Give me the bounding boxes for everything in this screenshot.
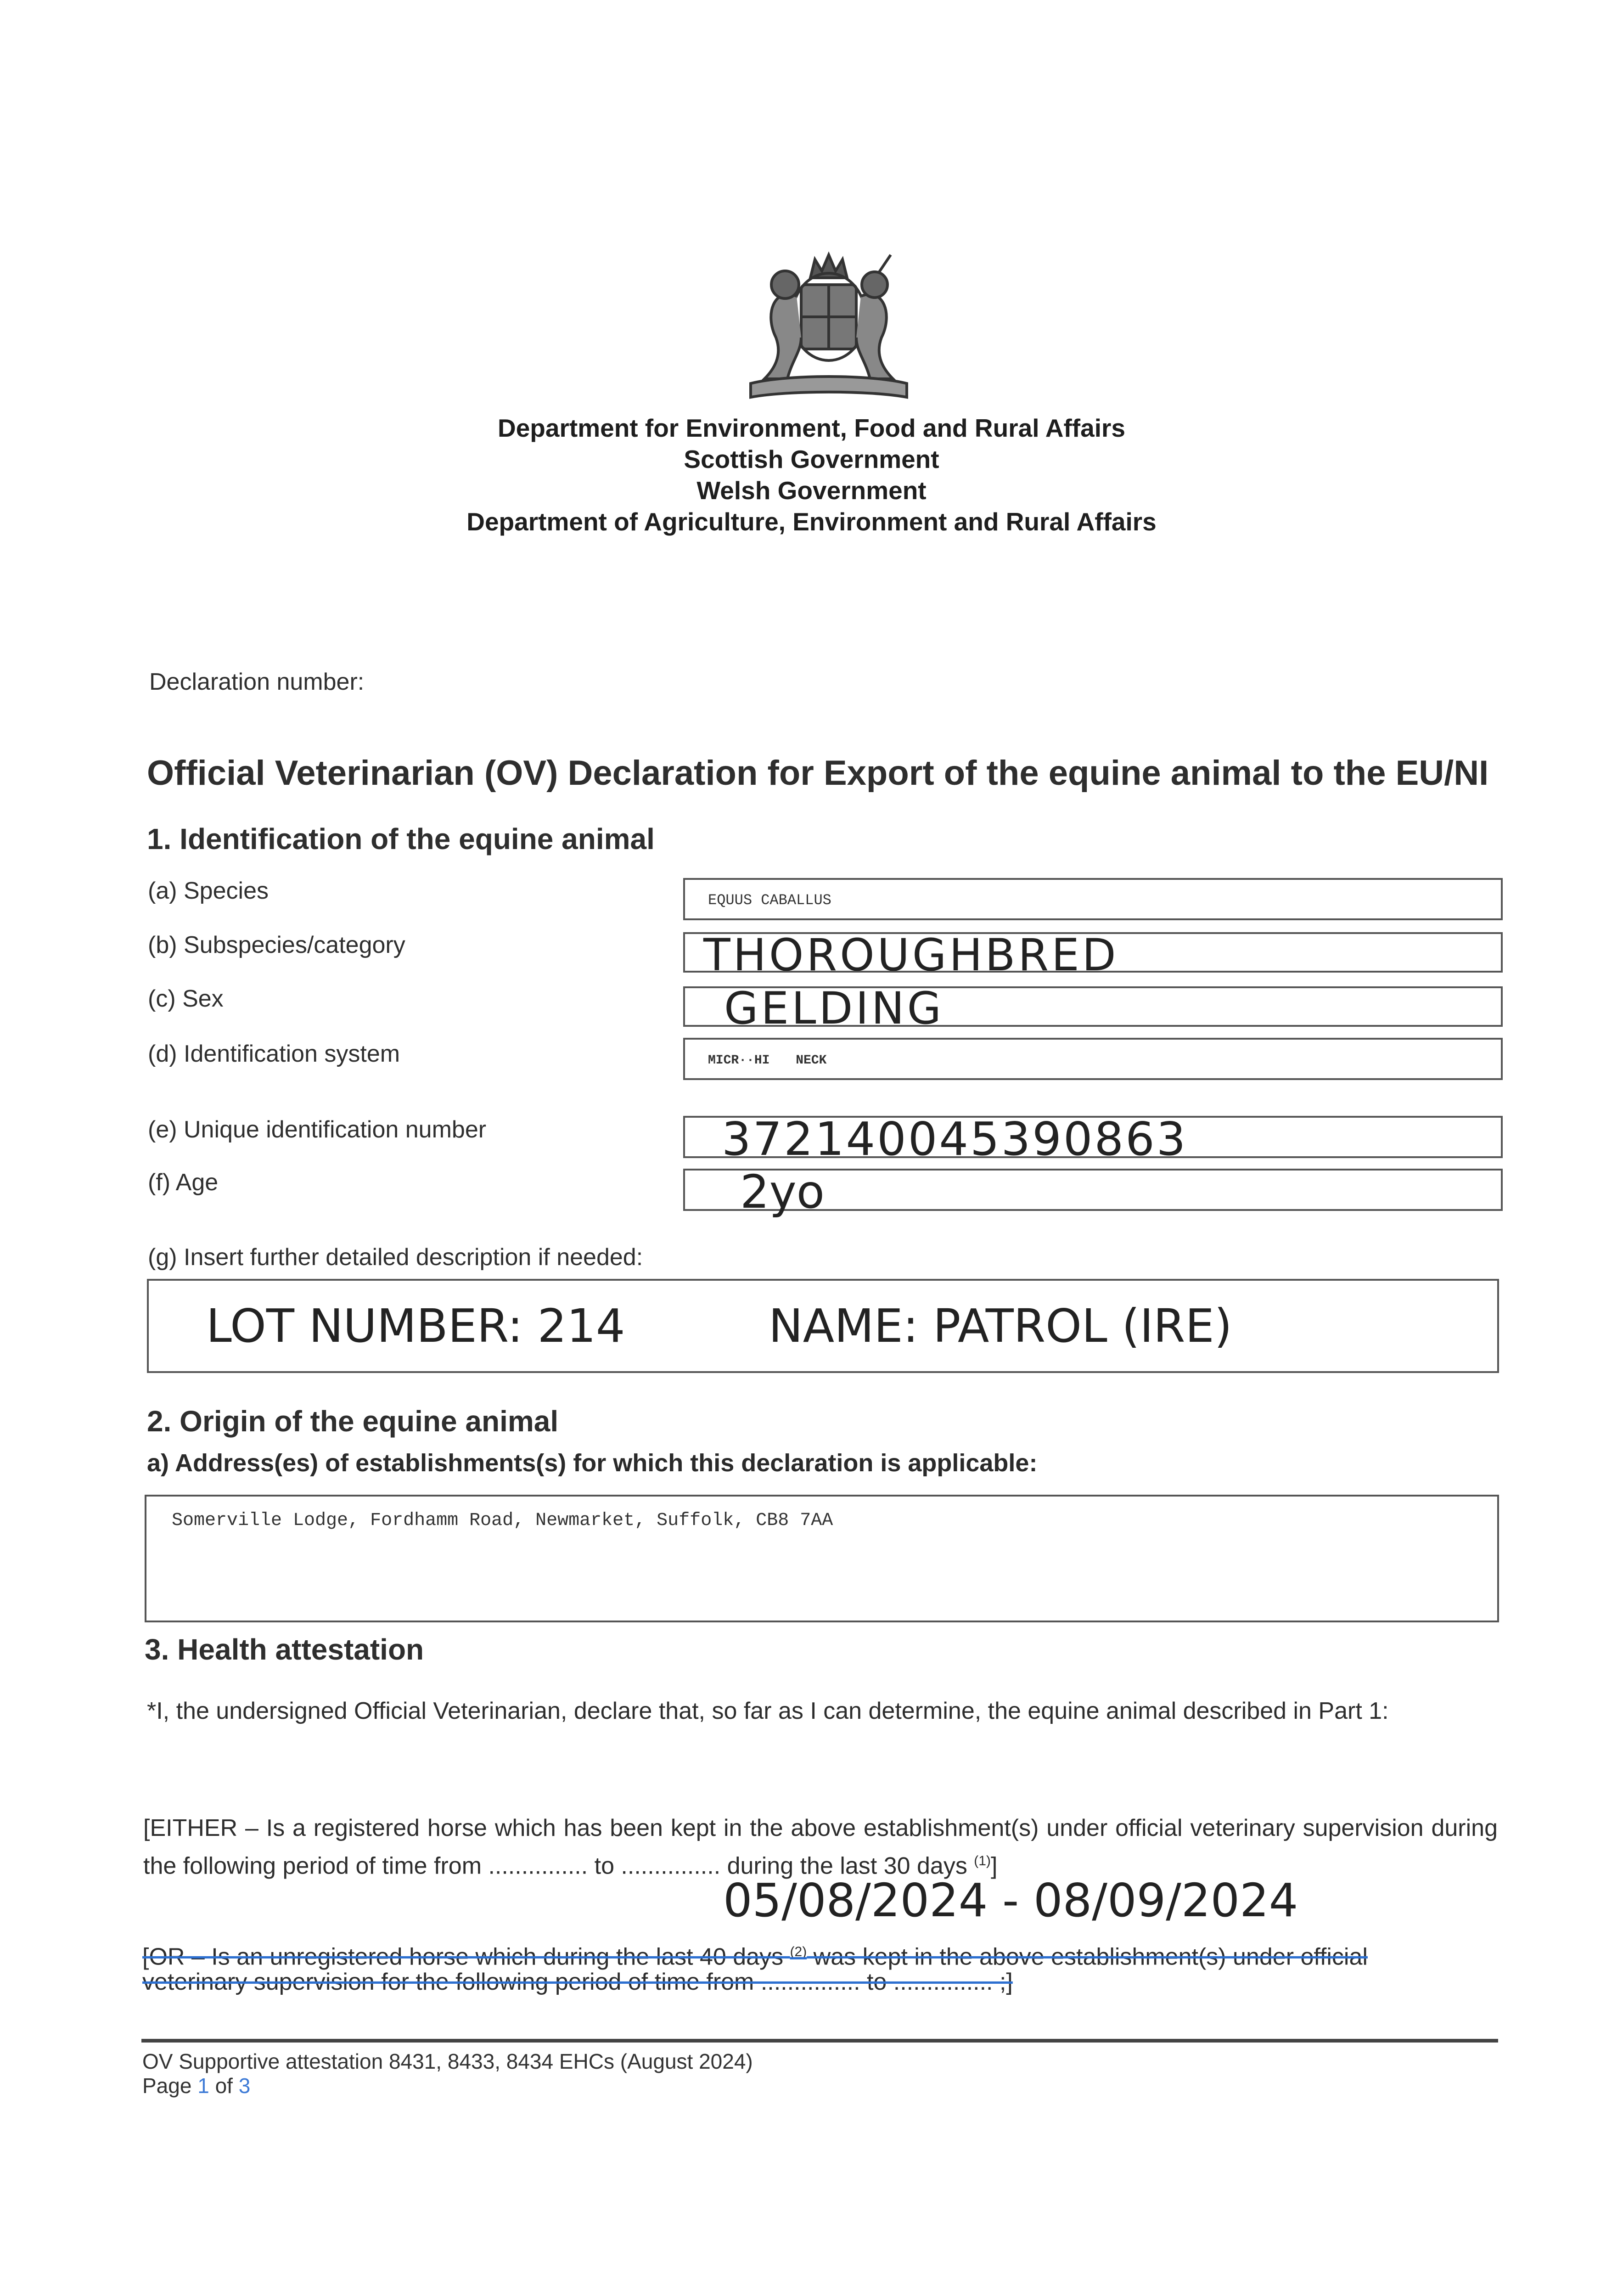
further-description-label: (g) Insert further detailed description if needed: — [148, 1244, 643, 1271]
page-total: 3 — [238, 2074, 251, 2098]
age-field[interactable] — [683, 1165, 1503, 1219]
or-statement-text-1: [OR – Is an unregistered horse which during the last 40 days — [142, 1943, 790, 1970]
unique-id-label: (e) Unique identification number — [148, 1116, 487, 1143]
section-2-heading: 2. Origin of the equine animal — [147, 1405, 559, 1438]
unique-id-value: 372140045390863 — [722, 1112, 1188, 1166]
or-footnote-ref: (2) — [790, 1944, 807, 1959]
identification-system-field[interactable] — [683, 1038, 1503, 1080]
health-attestation-intro: *I, the undersigned Official Veterinarian, declare that, so far as I can determine, the equine animal described in Part 1: — [147, 1698, 1389, 1724]
identification-system-label: (d) Identification system — [148, 1041, 400, 1067]
either-footnote-ref: (1) — [974, 1853, 991, 1868]
department-line-2: Scottish Government — [684, 445, 939, 473]
department-line-1: Department for Environment, Food and Rural Affairs — [498, 414, 1125, 442]
further-description-field[interactable] — [147, 1279, 1499, 1373]
age-label: (f) Age — [148, 1169, 219, 1196]
species-field[interactable] — [683, 878, 1503, 920]
subspecies-field[interactable] — [683, 929, 1503, 981]
department-line-3: Welsh Government — [696, 476, 927, 505]
document-title: Official Veterinarian (OV) Declaration for Export of the equine animal to the EU/NI — [147, 754, 1489, 793]
section-1-heading: 1. Identification of the equine animal — [147, 822, 655, 855]
footer-reference: OV Supportive attestation 8431, 8433, 8434 EHCs (August 2024) — [142, 2049, 753, 2073]
subspecies-value: THOROUGHBRED — [703, 929, 1119, 981]
or-statement-text-2: was kept in the above establishment(s) under official — [807, 1943, 1368, 1970]
species-value: EQUUS CABALLUS — [708, 892, 831, 909]
identification-system-value: MICR··HI NECK — [708, 1053, 827, 1068]
section-2-subheading: a) Address(es) of establishments(s) for which this declaration is applicable: — [147, 1449, 1038, 1477]
department-line-4: Department of Agriculture, Environment and Rural Affairs — [466, 507, 1157, 536]
subspecies-label: (b) Subspecies/category — [148, 932, 405, 958]
page-indicator — [142, 2073, 250, 2098]
either-statement — [143, 1812, 1498, 1882]
section-3-heading: 3. Health attestation — [145, 1633, 424, 1666]
sex-label: (c) Sex — [148, 985, 224, 1012]
either-statement-end: ] — [990, 1852, 998, 1880]
sex-value: GELDING — [724, 983, 944, 1034]
footer-divider — [141, 2039, 1498, 2043]
declaration-number-label: Declaration number: — [149, 669, 365, 695]
sex-field[interactable] — [683, 983, 1503, 1034]
page-word: Page — [142, 2074, 198, 2098]
horse-name-value: NAME: PATROL (IRE) — [769, 1299, 1232, 1353]
lot-number-value: LOT NUMBER: 214 — [206, 1299, 625, 1353]
establishment-address-value: Somerville Lodge, Fordhamm Road, Newmarket, Suffolk, CB8 7AA — [172, 1510, 833, 1531]
of-word: of — [209, 2074, 239, 2098]
or-statement-line-2: veterinary supervision for the following period of time from ............... to ............... ;] — [142, 1969, 1013, 1995]
species-label: (a) Species — [148, 878, 269, 904]
unique-id-field[interactable] — [683, 1112, 1503, 1166]
age-value: 2yo — [740, 1165, 825, 1219]
establishment-address-field[interactable] — [145, 1495, 1499, 1622]
handwritten-supervision-dates: 05/08/2024 - 08/09/2024 — [723, 1874, 1298, 1927]
either-statement-text: [EITHER – Is a registered horse which has been kept in the above establishment(s) under official veterinary supervision during the following period of time from ............... to ............... during the last 30 days — [143, 1815, 1498, 1880]
royal-crest-icon — [732, 246, 925, 404]
page-number: 1 — [197, 2074, 209, 2098]
